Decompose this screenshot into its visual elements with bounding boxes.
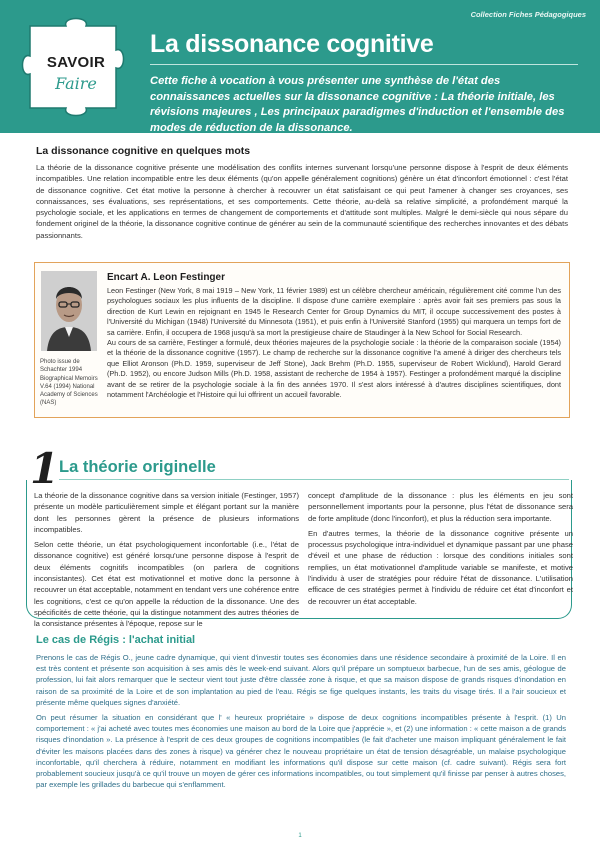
intro-text: Cette fiche à vocation à vous présenter une synthèse de l'état des connaissances actuelles sur la dissonance cognitive : La théorie initiale, les révisions majeures , Les principaux paradigmes d'induction et l'ensemble des modes de réduction de la dissonance. xyxy=(150,75,565,133)
section-theory-heading: La théorie originelle xyxy=(59,458,216,476)
bio-name: Encart A. Leon Festinger xyxy=(107,272,225,283)
logo-faire-text: Faire xyxy=(55,74,97,93)
theory-column-left xyxy=(34,490,299,634)
case-section xyxy=(36,652,566,794)
case-heading: Le cas de Régis : l'achat initial xyxy=(36,634,196,646)
bio-text xyxy=(107,272,561,400)
savoir-faire-logo xyxy=(18,16,134,118)
festinger-box xyxy=(34,262,570,418)
case-paragraph: Prenons le cas de Régis O., jeune cadre dynamique, qui vient d'investir toutes ses économies dans une résidence secondaire à proximité de la Loire. Il en est très content et présente son acquisition à ses amis dès le week-end suivant. Alors qu'il prépare un somptueux barbecue, l'un de ses amis, géologue de profession, lui fait alors remarquer que le secteur vient tout juste d'être classée zone à risque, et que sa maison dispose de grands risques d'inondation en raison de sa proximité de la Loire et de son implantation au pied de l'eau. Régis se fige quelques instants, les traits du visage tirés. Il a l'air soucieux et présente même quelques signes d'anxiété. xyxy=(36,653,566,707)
page-title: La dissonance cognitive xyxy=(150,30,434,58)
section-intro xyxy=(36,145,568,241)
section-intro-heading: La dissonance cognitive en quelques mots xyxy=(36,145,251,157)
bio-paragraph: Au cours de sa carrière, Festinger a formulé, deux théories majeures de la psychologie sociale : la théorie de la comparaison sociale (1954) et la théorie de la dissonance cognitive (1957). Le champ de recherche sur la dissonance cognitive l'a amené à diriger des chercheurs tels que Elliot Aronson (Ph.D. 1959, superviseur de Jeff Stone), Jack Brehm (Ph.D. 1955, superviseur de Robert Wicklund), Harold Gerard (Ph.D. 1952), ou encore Judson Mills (Ph.D. 1958, assistant de recherche de 1954 à 1957). Festinger a profondément marqué la discipline avant de se retirer de la psychologie sociale à la fin des années 1970. Il s'est alors intéressé à d'autres disciplines scientifiques, dont notamment l'Archéologie et l'Histoire qui lui offrirent un accueil favorable. xyxy=(107,338,561,400)
festinger-photo xyxy=(41,271,97,351)
theory-paragraph: concept d'amplitude de la dissonance : plus les éléments en jeu sont personnellement importants pour la personne, plus l'état de dissonance sera de forte amplitude (donc l'inconfort), et plus la réduction sera importante. xyxy=(308,491,573,523)
collection-label: Collection Fiches Pédagogiques xyxy=(470,10,586,19)
page-number: 1 xyxy=(298,833,302,839)
photo-caption: Photo issue de Schachter 1994 Biographical Memoirs V.64 (1994) National Academy of Sciences (NAS) xyxy=(40,359,98,407)
theory-paragraph: La théorie de la dissonance cognitive dans sa version initiale (Festinger, 1957) présente un modèle particulièrement simple et élégant portant sur la manière dont les personnes gèrent la présence de plusieurs informations incompatibles. xyxy=(34,491,299,534)
section-number: 1 xyxy=(30,444,60,493)
bio-paragraph: Leon Festinger (New York, 8 mai 1919 – New York, 11 février 1989) est un célèbre chercheur américain, régulièrement cité comme l'un des psychologues sociaux les plus influents de la discipline. Il dispose d'une carrière exemplaire : après avoir fait ses premiers pas sous la direction de Kurt Lewin en rejoignant en 1945 le Research Center for Group Dynamics du MIT, il occupe successivement des postes à l'Université du Michigan (1948) l'Université du Minnesota (1951), et puis enfin à l'Université Stanford (1955) qui marquera un temps fort de sa carrière. Enfin, il occupera de 1968 jusqu'à sa mort la prestigieuse chaire de Staudinger à la New School for Social Research. xyxy=(107,286,561,337)
case-paragraph: On peut résumer la situation en considérant que l' « heureux propriétaire » dispose de deux cognitions incompatibles présente à l'esprit. (1) Un comportement : « j'ai acheté avec toutes mes économies une maison au bord de la Loire que j'apprécie », et (2) une information : « cette maison a de grands risques d'inondation ». La présence à l'esprit de ces deux groupes de cognitions incompatibles (le fait d'acheter une maison impliquant généralement le fait d'éviter les maisons placées dans des zones à risque) va générer chez le nouveau propriétaire un état de tension désagréable, un malaise psychologique inconfortable, qu'il cherchera à réduire, notamment en modifiant les informations qu'il dispose sur cette maison (cf. cadre suivant). Régis sera fort probablement soucieux jusqu'à ce qu'il trouve un moyen de gérer ces informations incompatibles, ou tout simplement qu'il finisse par penser à autres choses, par exemple les grillades du barbecue qui s'enflamment. xyxy=(36,713,566,790)
section-intro-text: La théorie de la dissonance cognitive présente une modélisation des conflits internes survenant lorsqu'une personne dispose à l'esprit de deux éléments incompatibles. Une relation incompatible entre les deux éléments (qu'on appelle généralement cognitions) génère un état d'inconfort émotionnel : c'est l'état de dissonance cognitive. Cet état motive la personne à chercher à recouvrer un état satisfaisant ce qui peut l'amener à changer ses croyances, ses connaissances, ses évaluations, ses représentations, et ses comportements. Cette théorie, au-delà sa relative simplicité, a profondément marqué la psychologie sociale, et les applications en termes de changement de comportements et d'attitude sont multiples. Malgré le demi-siècle qui nous sépare du fondement originel de la théorie, la dissonance cognitive continue de générer au sein de la communauté scientifique des recherches innovantes et des débats passionnants. xyxy=(36,163,568,240)
theory-paragraph: En d'autres termes, la théorie de la dissonance cognitive présente un processus psychologique intra-individuel et dynamique passant par une phase d'éveil et une phase de réduction : lorsque des conditions initiales sont remplies, un état motivationnel d'amplitude variable se manifeste, et motive l'individu à user de stratégies pour réduire l'état de dissonance. L'utilisation efficace de ces stratégies permet à l'individu de réduire cet état d'inconfort et de recouvrer un état acceptable. xyxy=(308,528,573,606)
theory-column-right xyxy=(308,490,573,611)
logo-savoir-text: SAVOIR xyxy=(46,54,106,71)
title-rule xyxy=(150,64,578,65)
theory-paragraph: Selon cette théorie, un état psychologiquement inconfortable (i.e., l'état de dissonance cognitive) est généré lorsqu'une personne dispose à l'esprit de deux éléments cognitifs incompatibles (on parlera de cognitions inconsistantes). Cet état est motivationnel et motive donc la personne à recouvrer un état acceptable, notamment en tendant vers une cohérence entre les cognitions, c'est ce qu'on appelle la réduction de la dissonance. Une des spécificités de cette théorie, qui la distingue notamment des autres théories de la consistance présentes à l'époque, repose sur le xyxy=(34,540,299,629)
